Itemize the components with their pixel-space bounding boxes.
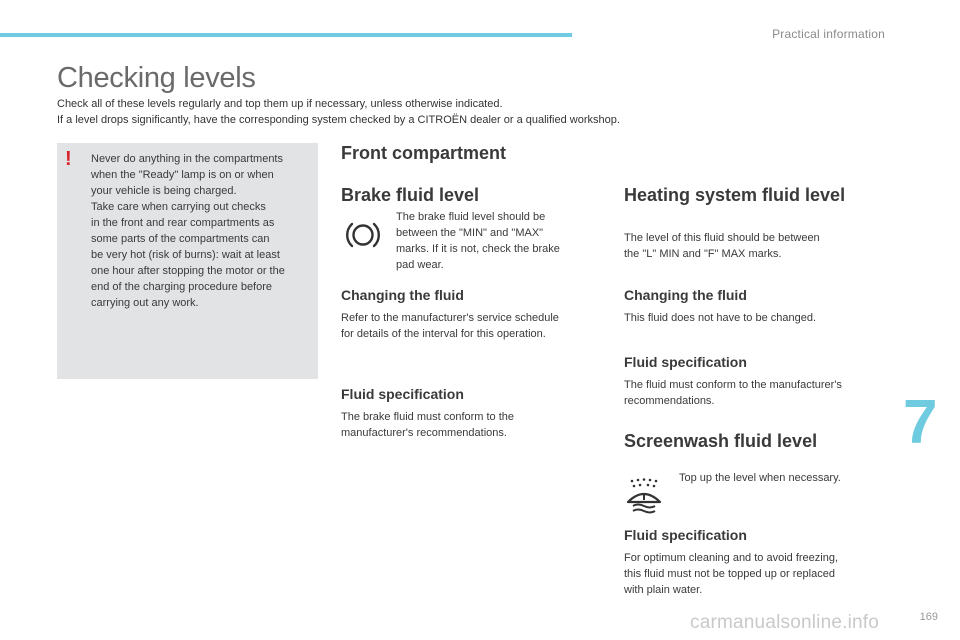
warning-line: end of the charging procedure before xyxy=(91,281,273,293)
brake-warning-icon xyxy=(343,218,383,252)
brake-changing-heading: Changing the fluid xyxy=(341,287,464,303)
brake-text-line: between the "MIN" and "MAX" xyxy=(396,227,544,239)
heating-text-line: the "L" MIN and "F" MAX marks. xyxy=(624,248,782,260)
page-number: 169 xyxy=(919,611,938,623)
heating-spec-heading: Fluid specification xyxy=(624,354,747,370)
intro-line: If a level drops significantly, have the corresponding system checked by a CITROËN dealer or a qualified workshop. xyxy=(57,114,620,126)
chapter-number: 7 xyxy=(903,388,938,457)
brake-spec-heading: Fluid specification xyxy=(341,386,464,402)
warning-line: in the front and rear compartments as xyxy=(91,217,275,229)
screenwash-spec-heading: Fluid specification xyxy=(624,527,747,543)
section-label: Practical information xyxy=(772,27,885,41)
brake-changing-text xyxy=(341,310,601,342)
screenwash-fluid-heading: Screenwash fluid level xyxy=(624,431,818,451)
intro-text xyxy=(57,96,917,128)
page-title: Checking levels xyxy=(57,62,256,94)
screenwash-spec-line: this fluid must not be topped up or replaced xyxy=(624,568,835,580)
washer-fluid-icon xyxy=(624,476,664,514)
brake-changing-line: Refer to the manufacturer's service schedule xyxy=(341,312,559,324)
heating-fluid-text xyxy=(624,230,884,262)
front-compartment-heading: Front compartment xyxy=(341,143,507,163)
heating-fluid-heading: Heating system fluid level xyxy=(624,185,846,205)
screenwash-fluid-text: Top up the level when necessary. xyxy=(679,472,841,484)
warning-line: Never do anything in the compartments xyxy=(91,153,283,165)
warning-line: some parts of the compartments can xyxy=(91,233,270,245)
watermark: carmanualsonline.info xyxy=(690,612,880,633)
warning-text xyxy=(91,151,313,311)
heating-text-line: The level of this fluid should be between xyxy=(624,232,820,244)
warning-icon: ! xyxy=(65,148,72,170)
brake-spec-line: manufacturer's recommendations. xyxy=(341,427,507,439)
heating-spec-text xyxy=(624,377,884,409)
warning-line: your vehicle is being charged. xyxy=(91,185,237,197)
heating-spec-line: The fluid must conform to the manufacturer's xyxy=(624,379,842,391)
intro-line: Check all of these levels regularly and top them up if necessary, unless otherwise indicated. xyxy=(57,98,503,110)
header-accent-bar xyxy=(0,33,572,37)
screenwash-spec-line: For optimum cleaning and to avoid freezing, xyxy=(624,552,839,564)
screenwash-spec-line: with plain water. xyxy=(624,584,703,596)
warning-line: carrying out any work. xyxy=(91,297,199,309)
brake-fluid-text xyxy=(396,209,596,273)
warning-line: when the "Ready" lamp is on or when xyxy=(91,169,274,181)
brake-text-line: marks. If it is not, check the brake xyxy=(396,243,560,255)
brake-text-line: pad wear. xyxy=(396,259,444,271)
warning-line: be very hot (risk of burns): wait at least xyxy=(91,249,280,261)
warning-line: one hour after stopping the motor or the xyxy=(91,265,285,277)
screenwash-spec-text xyxy=(624,550,884,598)
brake-text-line: The brake fluid level should be xyxy=(396,211,546,223)
heating-changing-text: This fluid does not have to be changed. xyxy=(624,312,817,324)
brake-spec-line: The brake fluid must conform to the xyxy=(341,411,515,423)
brake-fluid-heading: Brake fluid level xyxy=(341,185,480,205)
brake-changing-line: for details of the interval for this operation. xyxy=(341,328,546,340)
heating-spec-line: recommendations. xyxy=(624,395,715,407)
brake-spec-text xyxy=(341,409,601,441)
warning-line: Take care when carrying out checks xyxy=(91,201,266,213)
heating-changing-heading: Changing the fluid xyxy=(624,287,747,303)
